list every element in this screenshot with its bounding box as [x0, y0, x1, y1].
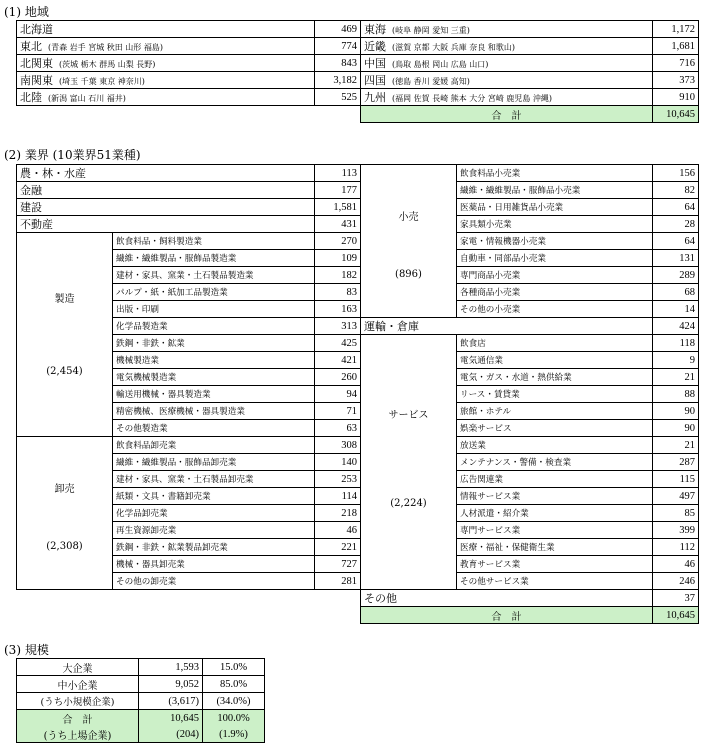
region-row — [17, 55, 361, 72]
size-name: 中小企業 — [17, 676, 139, 693]
region-name — [361, 55, 653, 72]
size-name: 大企業 — [17, 659, 139, 676]
transport-value: 424 — [653, 318, 699, 335]
region-value: 373 — [653, 72, 699, 89]
industry-value: 68 — [653, 284, 699, 301]
section-title-size: (3) 規模 — [4, 643, 49, 657]
industry-row — [17, 165, 361, 182]
industry-value: 21 — [653, 437, 699, 454]
industry-value: 14 — [653, 301, 699, 318]
industry-name: 精密機械、医療機械・器具製造業 — [113, 403, 315, 420]
region-value: 1,172 — [653, 21, 699, 38]
industry-name: 医療・福祉・保健衛生業 — [457, 539, 653, 556]
industry-name: 金融 — [17, 182, 315, 199]
industry-name: 機械製造業 — [113, 352, 315, 369]
industry-value: 63 — [315, 420, 361, 437]
region-value: 1,681 — [653, 38, 699, 55]
industry-name: 繊維・繊維製品・服飾品小売業 — [457, 182, 653, 199]
industry-value: 112 — [653, 539, 699, 556]
industry-value: 182 — [315, 267, 361, 284]
industry-name: 各種商品小売業 — [457, 284, 653, 301]
industry-value: 156 — [653, 165, 699, 182]
industry-value: 46 — [653, 556, 699, 573]
industry-value: 281 — [315, 573, 361, 590]
size-percent: 15.0% — [203, 659, 265, 676]
industry-value: 85 — [653, 505, 699, 522]
industry-name: 鉄鋼・非鉄・鉱業 — [113, 335, 315, 352]
size-percent: (34.0%) — [203, 693, 265, 710]
industry-name: 飲食料品卸売業 — [113, 437, 315, 454]
industry-value: 270 — [315, 233, 361, 250]
industry-name: その他製造業 — [113, 420, 315, 437]
region-value: 843 — [315, 55, 361, 72]
industry-name: 家電・情報機器小売業 — [457, 233, 653, 250]
region-row — [361, 55, 699, 72]
region-name — [17, 55, 315, 72]
industry-name: 旅館・ホテル — [457, 403, 653, 420]
region-prefectures: (新潟 富山 石川 福井) — [48, 94, 126, 103]
size-listed-label: (うち上場企業) — [17, 726, 139, 743]
industry-value: 308 — [315, 437, 361, 454]
industry-row — [361, 318, 699, 335]
industry-name: 建設 — [17, 199, 315, 216]
retail-group-name: 小売 — [398, 212, 419, 223]
size-listed-value: (204) — [139, 726, 203, 743]
industry-value: 71 — [315, 403, 361, 420]
industry-name: 電気機械製造業 — [113, 369, 315, 386]
industry-value: 113 — [315, 165, 361, 182]
industry-name: 農・林・水産 — [17, 165, 315, 182]
region-prefectures: (埼玉 千葉 東京 神奈川) — [59, 77, 145, 86]
industry-name: 鉄鋼・非鉄・鉱業製品卸売業 — [113, 539, 315, 556]
industry-value: 727 — [315, 556, 361, 573]
region-total-value: 10,645 — [653, 106, 699, 123]
industry-row — [17, 437, 361, 454]
region-value: 3,182 — [315, 72, 361, 89]
industry-value: 177 — [315, 182, 361, 199]
industry-name: 機械・器具卸売業 — [113, 556, 315, 573]
industry-row — [17, 233, 361, 250]
region-name — [361, 21, 653, 38]
industry-value: 289 — [653, 267, 699, 284]
size-value: (3,617) — [139, 693, 203, 710]
other-value: 37 — [653, 590, 699, 607]
industry-name: メンテナンス・警備・検査業 — [457, 454, 653, 471]
industry-row — [17, 199, 361, 216]
service-group-count: (2,224) — [390, 498, 427, 509]
size-value: 1,593 — [139, 659, 203, 676]
industry-name: 放送業 — [457, 437, 653, 454]
industry-name: リース・賃貸業 — [457, 386, 653, 403]
industry-value: 431 — [315, 216, 361, 233]
industry-name: 不動産 — [17, 216, 315, 233]
industry-name: 情報サービス業 — [457, 488, 653, 505]
size-listed-percent: (1.9%) — [203, 726, 265, 743]
industry-value: 1,581 — [315, 199, 361, 216]
region-name-text: 九州 — [364, 91, 386, 104]
industry-name: その他サービス業 — [457, 573, 653, 590]
wholesale-group-count: (2,308) — [46, 541, 83, 552]
industry-row — [17, 182, 361, 199]
size-row — [17, 676, 265, 693]
industry-table-right — [360, 164, 699, 624]
region-name — [17, 89, 315, 106]
region-row — [17, 89, 361, 106]
industry-value: 88 — [653, 386, 699, 403]
industry-value: 46 — [315, 522, 361, 539]
region-table-left — [16, 20, 361, 106]
region-name-text: 四国 — [364, 74, 386, 87]
industry-value: 218 — [315, 505, 361, 522]
industry-row — [361, 165, 699, 182]
industry-name: 医薬品・日用雑貨品小売業 — [457, 199, 653, 216]
industry-value: 140 — [315, 454, 361, 471]
region-name — [361, 38, 653, 55]
size-total-row — [17, 726, 265, 743]
service-group — [361, 335, 457, 590]
region-name-text: 東北 — [20, 40, 42, 53]
industry-total-label: 合 計 — [361, 607, 653, 624]
industry-name: 飲食料品・飼料製造業 — [113, 233, 315, 250]
region-name-text: 南関東 — [20, 74, 53, 87]
region-row — [361, 72, 699, 89]
industry-row — [17, 216, 361, 233]
industry-name: 繊維・繊維製品・服飾品製造業 — [113, 250, 315, 267]
industry-value: 253 — [315, 471, 361, 488]
region-name — [17, 21, 315, 38]
region-table-right — [360, 20, 699, 123]
industry-name: 電気・ガス・水道・熱供給業 — [457, 369, 653, 386]
transport-name: 運輸・倉庫 — [361, 318, 653, 335]
size-row — [17, 659, 265, 676]
size-percent: 85.0% — [203, 676, 265, 693]
industry-value: 313 — [315, 318, 361, 335]
region-prefectures: (青森 岩手 宮城 秋田 山形 福島) — [48, 43, 163, 52]
manufacturing-group — [17, 233, 113, 437]
industry-value: 64 — [653, 199, 699, 216]
industry-value: 109 — [315, 250, 361, 267]
industry-name: 人材派遣・紹介業 — [457, 505, 653, 522]
region-value: 469 — [315, 21, 361, 38]
industry-value: 287 — [653, 454, 699, 471]
industry-name: 建材・家具、窯業・土石製品卸売業 — [113, 471, 315, 488]
industry-name: パルプ・紙・紙加工品製造業 — [113, 284, 315, 301]
industry-value: 28 — [653, 216, 699, 233]
region-name-text: 北陸 — [20, 91, 42, 104]
industry-name: 輸送用機械・器具製造業 — [113, 386, 315, 403]
region-row — [17, 21, 361, 38]
region-row — [17, 72, 361, 89]
industry-name: その他の卸売業 — [113, 573, 315, 590]
region-name-text: 北海道 — [20, 23, 53, 36]
region-value: 774 — [315, 38, 361, 55]
region-value: 525 — [315, 89, 361, 106]
industry-name: 化学品卸売業 — [113, 505, 315, 522]
retail-group — [361, 165, 457, 318]
region-name — [17, 38, 315, 55]
industry-value: 114 — [315, 488, 361, 505]
wholesale-group — [17, 437, 113, 590]
section-title-industry: (2) 業界 (10業界51業種) — [4, 148, 141, 162]
industry-row — [361, 335, 699, 352]
industry-name: 娯楽サービス — [457, 420, 653, 437]
region-name — [17, 72, 315, 89]
region-prefectures: (徳島 香川 愛媛 高知) — [392, 77, 470, 86]
region-name-text: 北関東 — [20, 57, 53, 70]
industry-value: 497 — [653, 488, 699, 505]
size-row — [17, 693, 265, 710]
industry-value: 94 — [315, 386, 361, 403]
industry-name: 専門商品小売業 — [457, 267, 653, 284]
industry-value: 246 — [653, 573, 699, 590]
region-name-text: 中国 — [364, 57, 386, 70]
industry-name: 専門サービス業 — [457, 522, 653, 539]
size-total-percent: 100.0% — [203, 710, 265, 727]
other-name: その他 — [361, 590, 653, 607]
industry-total-row — [361, 607, 699, 624]
industry-value: 21 — [653, 369, 699, 386]
region-prefectures: (岐阜 静岡 愛知 三重) — [392, 26, 470, 35]
industry-name: 紙類・文具・書籍卸売業 — [113, 488, 315, 505]
size-total-row — [17, 710, 265, 727]
manufacturing-group-name: 製造 — [54, 294, 75, 305]
industry-value: 421 — [315, 352, 361, 369]
industry-value: 260 — [315, 369, 361, 386]
industry-value: 83 — [315, 284, 361, 301]
industry-value: 131 — [653, 250, 699, 267]
industry-name: 電気通信業 — [457, 352, 653, 369]
size-total-value: 10,645 — [139, 710, 203, 727]
industry-value: 64 — [653, 233, 699, 250]
size-total-label: 合 計 — [17, 710, 139, 727]
industry-value: 163 — [315, 301, 361, 318]
industry-row — [361, 590, 699, 607]
region-row — [361, 89, 699, 106]
industry-value: 221 — [315, 539, 361, 556]
industry-value: 9 — [653, 352, 699, 369]
region-prefectures: (茨城 栃木 群馬 山梨 長野) — [59, 60, 156, 69]
region-name — [361, 72, 653, 89]
region-name-text: 東海 — [364, 23, 386, 36]
industry-total-value: 10,645 — [653, 607, 699, 624]
industry-name: その他の小売業 — [457, 301, 653, 318]
industry-name: 再生資源卸売業 — [113, 522, 315, 539]
industry-value: 90 — [653, 420, 699, 437]
region-row — [361, 21, 699, 38]
industry-name: 出版・印刷 — [113, 301, 315, 318]
manufacturing-group-count: (2,454) — [46, 366, 83, 377]
region-total-label: 合 計 — [361, 106, 653, 123]
section-title-region: (1) 地域 — [4, 5, 49, 19]
wholesale-group-name: 卸売 — [54, 484, 75, 495]
industry-name: 自動車・同部品小売業 — [457, 250, 653, 267]
industry-value: 82 — [653, 182, 699, 199]
industry-name: 建材・家具、窯業・土石製品製造業 — [113, 267, 315, 284]
region-value: 910 — [653, 89, 699, 106]
region-name-text: 近畿 — [364, 40, 386, 53]
industry-value: 425 — [315, 335, 361, 352]
region-prefectures: (滋賀 京都 大阪 兵庫 奈良 和歌山) — [392, 43, 515, 52]
region-row — [361, 38, 699, 55]
industry-name: 飲食料品小売業 — [457, 165, 653, 182]
industry-name: 繊維・繊維製品・服飾品卸売業 — [113, 454, 315, 471]
industry-table-left — [16, 164, 361, 590]
industry-value: 115 — [653, 471, 699, 488]
industry-name: 飲食店 — [457, 335, 653, 352]
region-name — [361, 89, 653, 106]
industry-value: 399 — [653, 522, 699, 539]
service-group-name: サービス — [388, 410, 429, 421]
industry-name: 家具類小売業 — [457, 216, 653, 233]
region-value: 716 — [653, 55, 699, 72]
industry-value: 90 — [653, 403, 699, 420]
industry-name: 広告関連業 — [457, 471, 653, 488]
industry-value: 118 — [653, 335, 699, 352]
retail-group-count: (896) — [395, 269, 422, 280]
industry-name: 教育サービス業 — [457, 556, 653, 573]
industry-name: 化学品製造業 — [113, 318, 315, 335]
size-table — [16, 658, 265, 743]
size-name: (うち小規模企業) — [17, 693, 139, 710]
region-prefectures: (鳥取 島根 岡山 広島 山口) — [392, 60, 489, 69]
size-value: 9,052 — [139, 676, 203, 693]
region-row — [17, 38, 361, 55]
region-prefectures: (福岡 佐賀 長崎 熊本 大分 宮崎 鹿児島 沖縄) — [392, 94, 553, 103]
